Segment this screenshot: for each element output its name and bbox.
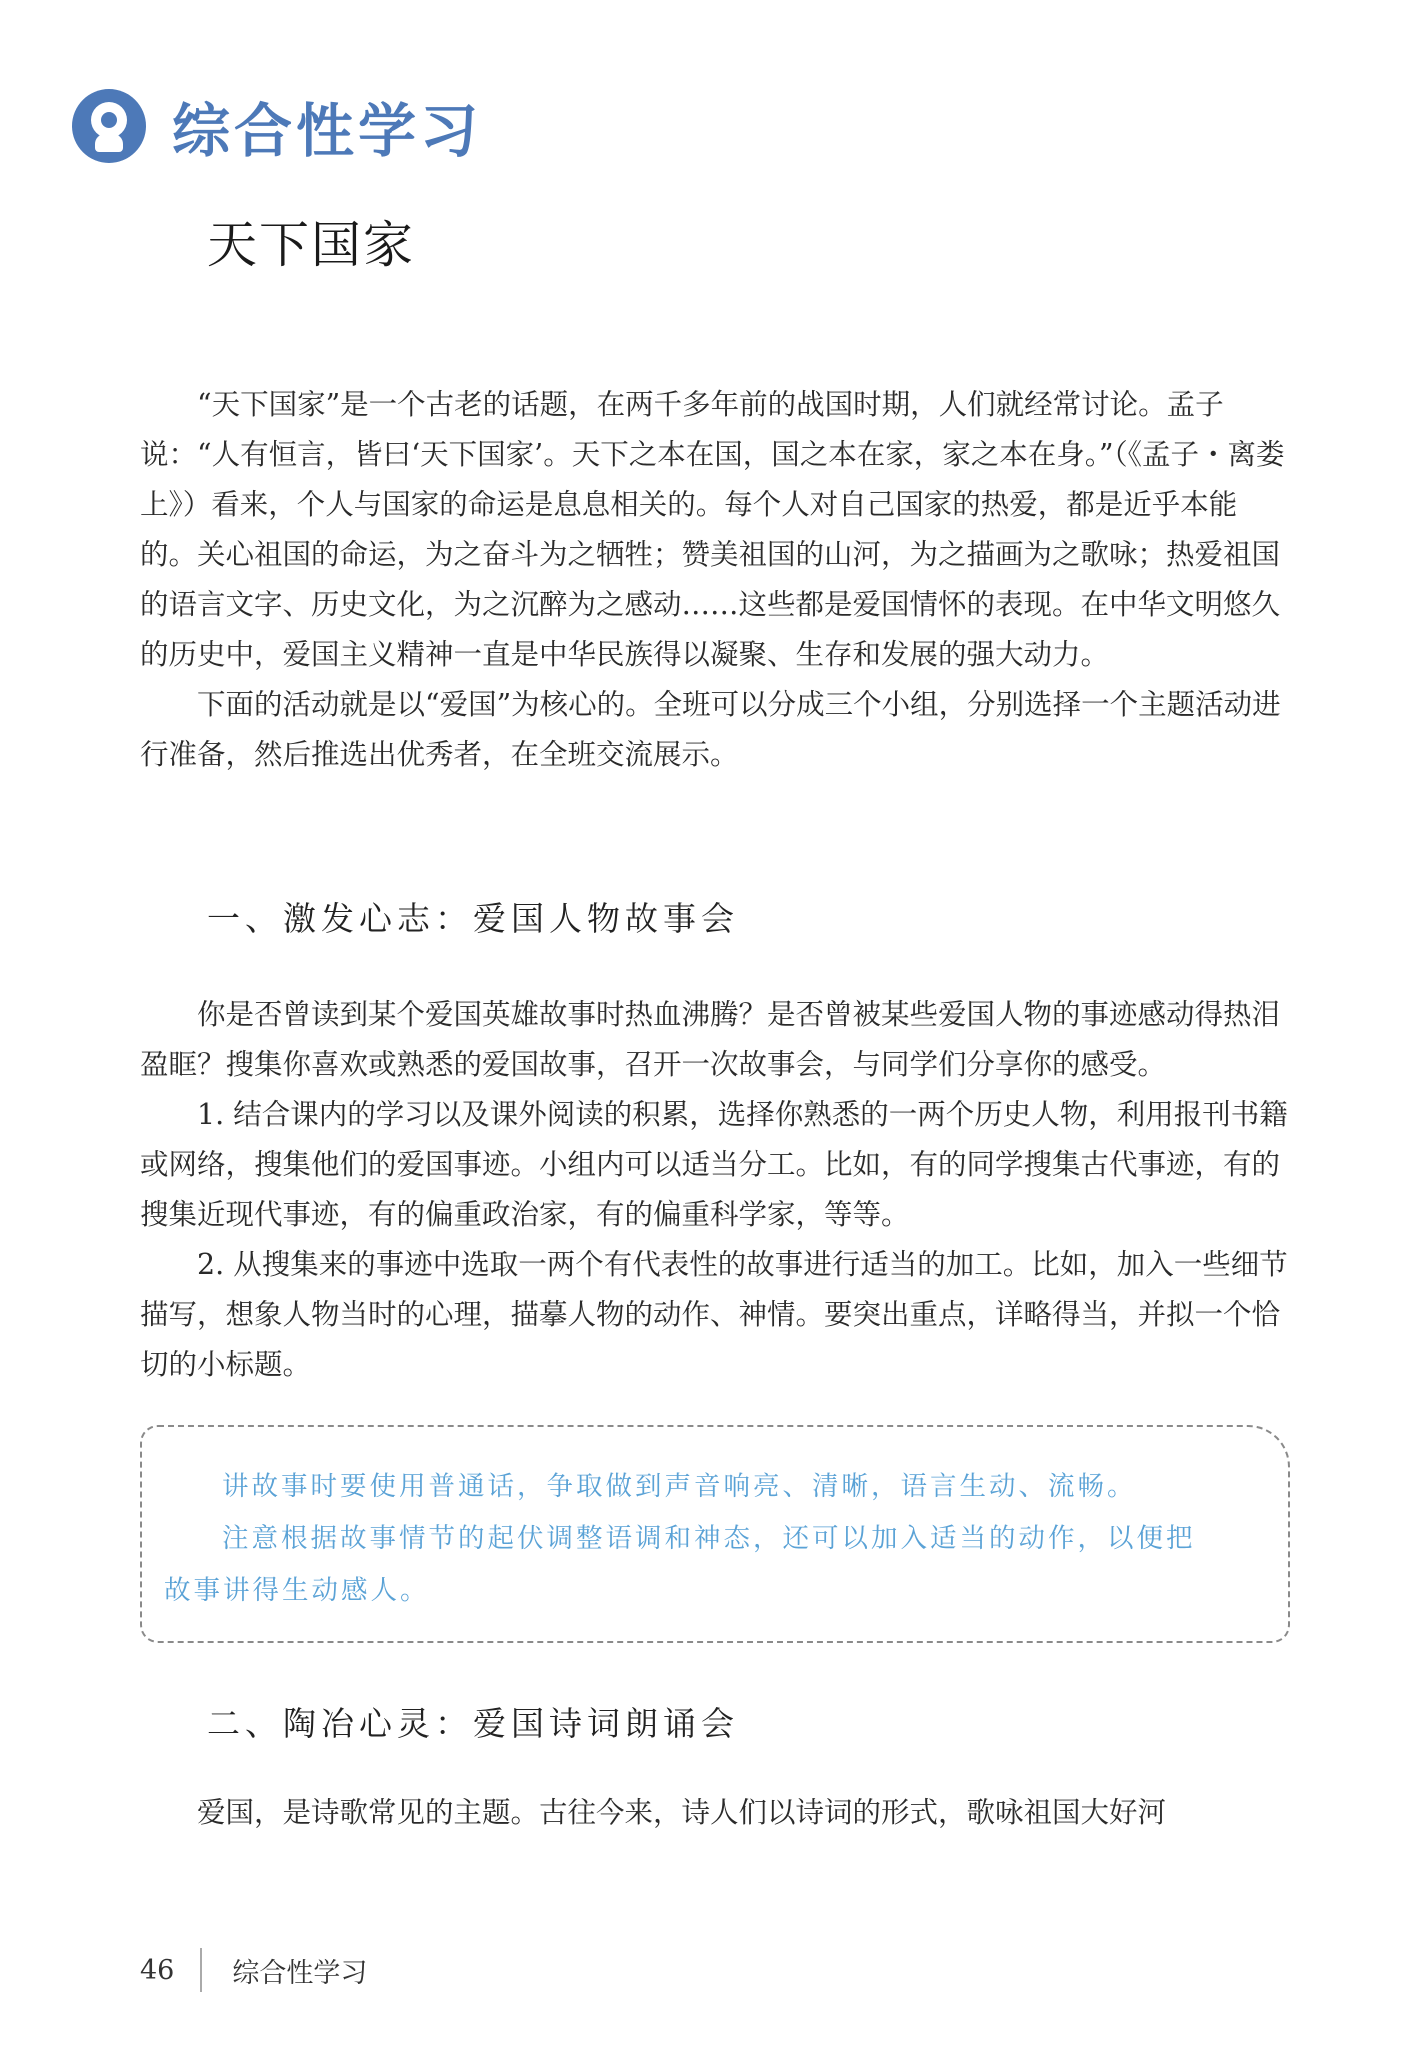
tip-line-3: 故事讲得生动感人。 — [164, 1575, 430, 1606]
intro-paragraph-2: 下面的活动就是以“爱国”为核心的。全班可以分成三个小组，分别选择一个主题活动进行准备，然后推选出优秀者，在全班交流展示。 — [140, 688, 1281, 771]
person-icon — [72, 89, 146, 163]
section-header — [72, 86, 482, 166]
footer-divider — [200, 1948, 202, 1992]
section-type-title: 综合性学习 — [172, 97, 483, 165]
section-1-paragraph-1: 你是否曾读到某个爱国英雄故事时热血沸腾？是否曾被某些爱国人物的事迹感动得热泪盈眶？搜集你喜欢或熟悉的爱国故事，召开一次故事会，与同学们分享你的感受。 — [140, 998, 1281, 1081]
section-1-paragraph-3: 2. 从搜集来的事迹中选取一两个有代表性的故事进行适当的加工。比如，加入一些细节描写，想象人物当时的心理，描摹人物的动作、神情。要突出重点，详略得当，并拟一个恰切的小标题。 — [140, 1248, 1288, 1381]
intro-paragraph-1: “天下国家”是一个古老的话题，在两千多年前的战国时期，人们就经常讨论。孟子说：“人有恒言，皆曰‘天下国家’。天下之本在国，国之本在家，家之本在身。”（《孟子・离娄上》）看来，个人与国家的命运是息息相关的。每个人对自己国家的热爱，都是近乎本能的。关心祖国的命运，为之奋斗为之牺牲；赞美祖国的山河，为之描画为之歌咏；热爱祖国的语言文字、历史文化，为之沉醉为之感动……这些都是爱国情怀的表现。在中华文明悠久的历史中，爱国主义精神一直是中华民族得以凝聚、生存和发展的强大动力。 — [140, 388, 1285, 671]
section-2-text — [140, 1788, 1290, 1838]
section-2-paragraph-1: 爱国，是诗歌常见的主题。古往今来，诗人们以诗词的形式，歌咏祖国大好河 — [197, 1796, 1167, 1829]
page-footer — [140, 1948, 367, 1992]
tip-line-2: 注意根据故事情节的起伏调整语调和神态，还可以加入适当的动作，以便把 — [222, 1523, 1196, 1554]
tip-text — [164, 1461, 1242, 1617]
footer-label: 综合性学习 — [232, 1957, 368, 1989]
section-1-title: 一、激发心志：爱国人物故事会 — [207, 899, 739, 938]
section-1-text — [140, 990, 1290, 1390]
tip-box — [140, 1425, 1290, 1643]
page-title: 天下国家 — [207, 216, 415, 274]
tip-line-1: 讲故事时要使用普通话，争取做到声音响亮、清晰，语言生动、流畅。 — [222, 1471, 1137, 1502]
intro-text — [140, 380, 1290, 780]
section-1-paragraph-2: 1. 结合课内的学习以及课外阅读的积累，选择你熟悉的一两个历史人物，利用报刊书籍或网络，搜集他们的爱国事迹。小组内可以适当分工。比如，有的同学搜集古代事迹，有的搜集近现代事迹，有的偏重政治家，有的偏重科学家，等等。 — [140, 1098, 1288, 1231]
page-number: 46 — [140, 1954, 175, 1986]
section-2-title: 二、陶冶心灵：爱国诗词朗诵会 — [207, 1704, 739, 1743]
